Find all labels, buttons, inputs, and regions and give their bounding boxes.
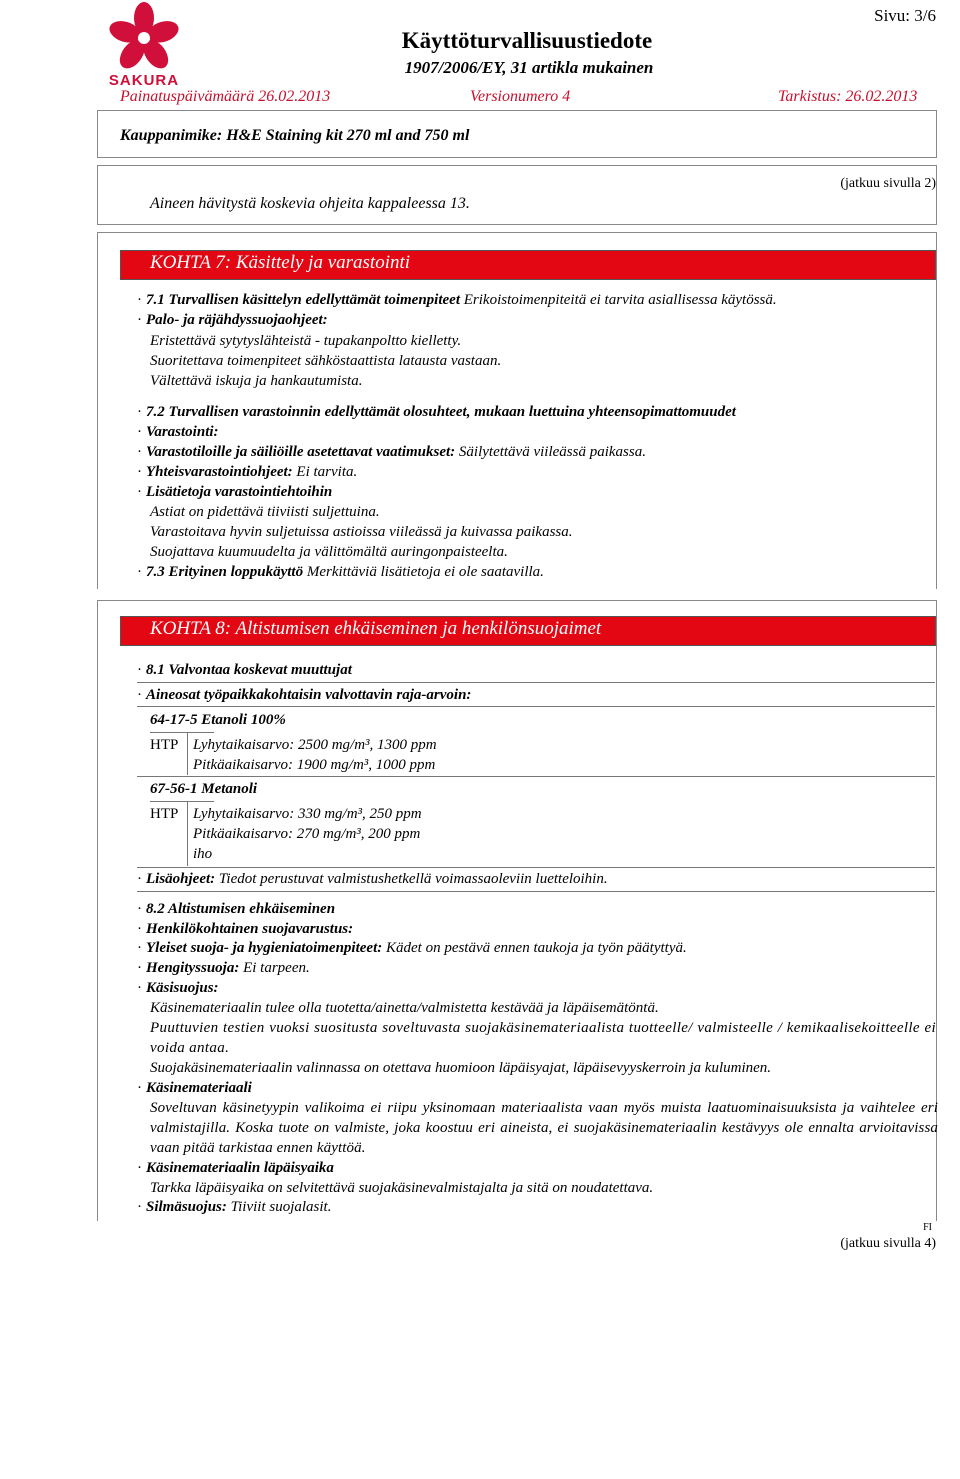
storage-extra-2: Varastoitava hyvin suljetuissa astioissa viileässä ja kuivassa paikassa. — [150, 524, 573, 540]
s72-heading: 7.2 Turvallisen varastoinnin edellyttämät olosuhteet, mukaan luettuina yhteensopimattomuudet — [146, 404, 736, 420]
s73-heading: 7.3 Erityinen loppukäyttö — [146, 564, 304, 580]
glove-material-line: · Käsinemateriaali — [137, 1080, 252, 1096]
substance-value: Pitkäaikaisarvo: 1900 mg/m³, 1000 ppm — [193, 757, 436, 773]
hygiene-line: · Yleiset suoja- ja hygieniatoimenpiteet: Kädet on pestävä ennen taukoja ja työn päätyttyä. — [137, 940, 687, 956]
substance-value: Lyhytaikaisarvo: 330 mg/m³, 250 ppm — [193, 806, 422, 822]
substance-value: Pitkäaikaisarvo: 270 mg/m³, 200 ppm — [193, 826, 421, 842]
s73-line: · 7.3 Erityinen loppukäyttö Merkittäviä lisätietoja ei ole saatavilla. — [137, 564, 544, 580]
s73-text: Merkittäviä lisätietoja ei ole saatavilla. — [306, 564, 544, 580]
print-date: Painatuspäivämäärä 26.02.2013 — [120, 88, 331, 105]
continued-to: (jatkuu sivulla 4) — [840, 1236, 936, 1251]
trade-name: Kauppanimike: H&E Staining kit 270 ml and 750 ml — [120, 127, 470, 144]
eye-protection-heading: Silmäsuojus: — [146, 1199, 227, 1215]
hand-text-2: Puuttuvien testien vuoksi suositusta soveltuvasta suojakäsinemateriaalista tuotteelle/ valmisteelle / kemikaalisekoitteelle ei voida antaa. — [150, 1020, 936, 1056]
divider — [150, 732, 214, 733]
components-heading: Aineosat työpaikkakohtaisin valvottavin raja-arvoin: — [146, 687, 472, 703]
storage-extra-heading: Lisätietoja varastointiehtoihin — [146, 484, 333, 500]
divider — [137, 776, 935, 777]
document-subtitle: 1907/2006/EY, 31 artikla mukainen — [404, 58, 654, 77]
hand-text: Käsinemateriaalin tulee olla tuotetta/ainetta/valmistetta kestävää ja läpäisemätöntä. — [150, 1000, 659, 1016]
version-number: Versionumero 4 — [470, 88, 571, 105]
divider — [137, 706, 935, 707]
s82-heading: 8.2 Altistumisen ehkäiseminen — [146, 901, 336, 917]
continued-from: (jatkuu sivulla 2) — [840, 176, 936, 191]
s71-heading: 7.1 Turvallisen käsittelyn edellyttämät toimenpiteet — [146, 292, 460, 308]
fire-line-2: Suoritettava toimenpiteet sähköstaattista latausta vastaan. — [150, 353, 502, 369]
ppe-line: · Henkilökohtainen suojavarustus: — [137, 921, 354, 937]
extra-info-text: Tiedot perustuvat valmistushetkellä voimassaoleviin luetteloihin. — [218, 871, 608, 887]
fire-line-1: Eristettävä sytytyslähteistä - tupakanpoltto kielletty. — [150, 333, 462, 349]
s72-line: · 7.2 Turvallisen varastoinnin edellyttämät olosuhteet, mukaan luettuina yhteensopimattomuudet — [137, 404, 736, 420]
section-8-heading — [120, 616, 936, 646]
storage-extra-1: Astiat on pidettävä tiiviisti suljettuina. — [150, 504, 380, 520]
storage-extra-3: Suojattava kuumuudelta ja välittömältä auringonpaisteelta. — [150, 544, 508, 560]
hand-protection-heading: Käsisuojus: — [146, 980, 219, 996]
substance-code: HTP — [150, 806, 179, 822]
penetration-text: Tarkka läpäisyaika on selvitettävä suojakäsinevalmistajalta ja sitä on noudatettava. — [150, 1180, 654, 1196]
document-title: Käyttöturvallisuustiedote — [401, 28, 653, 53]
hygiene-text: Kädet on pestävä ennen taukoja ja työn päätyttyä. — [385, 940, 687, 956]
storage-line: · Varastointi: — [137, 424, 219, 440]
extra-info-line: · Lisäohjeet: Tiedot perustuvat valmistushetkellä voimassaoleviin luetteloihin. — [137, 871, 608, 887]
s71-line: · 7.1 Turvallisen käsittelyn edellyttämät toimenpiteet Erikoistoimenpiteitä ei tarvita asiallisessa käytössä. — [137, 292, 777, 308]
substance-name: 64-17-5 Etanoli 100% — [150, 712, 286, 728]
s81-heading: 8.1 Valvontaa koskevat muuttujat — [146, 662, 352, 678]
disposal-note: Aineen hävitystä koskevia ohjeita kappaleessa 13. — [150, 195, 470, 212]
trade-name-box — [97, 110, 937, 158]
storage-req-text: Säilytettävä viileässä paikassa. — [458, 444, 646, 460]
storage-extra-line: · Lisätietoja varastointiehtoihin — [137, 484, 333, 500]
page-number: Sivu: 3/6 — [874, 6, 936, 25]
s81-line: · 8.1 Valvontaa koskevat muuttujat — [137, 662, 352, 678]
language-code: FI — [923, 1222, 932, 1233]
joint-storage-text: Ei tarvita. — [296, 464, 358, 480]
glove-material-text: Soveltuvan käsinetyypin valikoima ei riipu yksinomaan materiaalista vaan myös muista laatuominaisuuksista ja vaihtelee eri valmistajilla. Koska tuote on valmiste, joka koostuu eri aineista, ei suojakäsinemateriaalin kestävyys ole ennalta arvioitavissa vaan pitää tarkistaa ennen käyttöä. — [150, 1100, 938, 1156]
respiratory-heading: Hengityssuoja: — [146, 960, 240, 976]
s71-text: Erikoistoimenpiteitä ei tarvita asiallisessa käytössä. — [463, 292, 777, 308]
joint-storage-line: · Yhteisvarastointiohjeet: Ei tarvita. — [137, 464, 358, 480]
storage-req-heading: Varastotiloille ja säiliöille asetettavat vaatimukset: — [146, 444, 456, 460]
substance-value: iho — [193, 846, 213, 862]
joint-storage-heading: Yhteisvarastointiohjeet: — [146, 464, 293, 480]
penetration-heading: Käsinemateriaalin läpäisyaika — [146, 1160, 334, 1176]
glove-material-heading: Käsinemateriaali — [146, 1080, 252, 1096]
storage-req-line: · Varastotiloille ja säiliöille asetettavat vaatimukset: Säilytettävä viileässä paikassa. — [137, 444, 646, 460]
divider — [137, 682, 935, 683]
continuation-box — [97, 165, 937, 225]
substance-code: HTP — [150, 737, 179, 753]
hygiene-heading: Yleiset suoja- ja hygieniatoimenpiteet: — [146, 940, 383, 956]
storage-heading: Varastointi: — [146, 424, 219, 440]
fire-heading: Palo- ja räjähdyssuojaohjeet: — [146, 312, 328, 328]
fire-line: · Palo- ja räjähdyssuojaohjeet: — [137, 312, 328, 328]
divider — [137, 891, 935, 892]
extra-info-heading: Lisäohjeet: — [146, 871, 216, 887]
eye-protection-text: Tiiviit suojalasit. — [230, 1199, 332, 1215]
components-line: · Aineosat työpaikkakohtaisin valvottavin raja-arvoin: — [137, 687, 472, 703]
hand-text-3: Suojakäsinemateriaalin valinnassa on otettava huomioon läpäisyajat, läpäisevyyskerroin ja kuluminen. — [150, 1060, 772, 1076]
ppe-heading: Henkilökohtainen suojavarustus: — [146, 921, 354, 937]
revision-date: Tarkistus: 26.02.2013 — [778, 88, 918, 105]
divider — [150, 801, 214, 802]
hand-line: · Käsisuojus: — [137, 980, 219, 996]
fire-line-3: Vältettävä iskuja ja hankautumista. — [150, 373, 363, 389]
eye-line: · Silmäsuojus: Tiiviit suojalasit. — [137, 1199, 332, 1215]
section-7-heading — [120, 250, 936, 280]
divider — [187, 802, 188, 866]
substance-value: Lyhytaikaisarvo: 2500 mg/m³, 1300 ppm — [193, 737, 437, 753]
s82-line: · 8.2 Altistumisen ehkäiseminen — [137, 901, 336, 917]
substance-name: 67-56-1 Metanoli — [150, 781, 258, 797]
respiratory-line: · Hengityssuoja: Ei tarpeen. — [137, 960, 310, 976]
section-8-title: KOHTA 8: Altistumisen ehkäiseminen ja henkilönsuojaimet — [150, 618, 602, 639]
respiratory-text: Ei tarpeen. — [243, 960, 310, 976]
logo-text: SAKURA — [108, 72, 180, 89]
divider — [137, 867, 935, 868]
penetration-line: · Käsinemateriaalin läpäisyaika — [137, 1160, 334, 1176]
divider — [187, 733, 188, 775]
section-7-title: KOHTA 7: Käsittely ja varastointi — [150, 252, 411, 273]
